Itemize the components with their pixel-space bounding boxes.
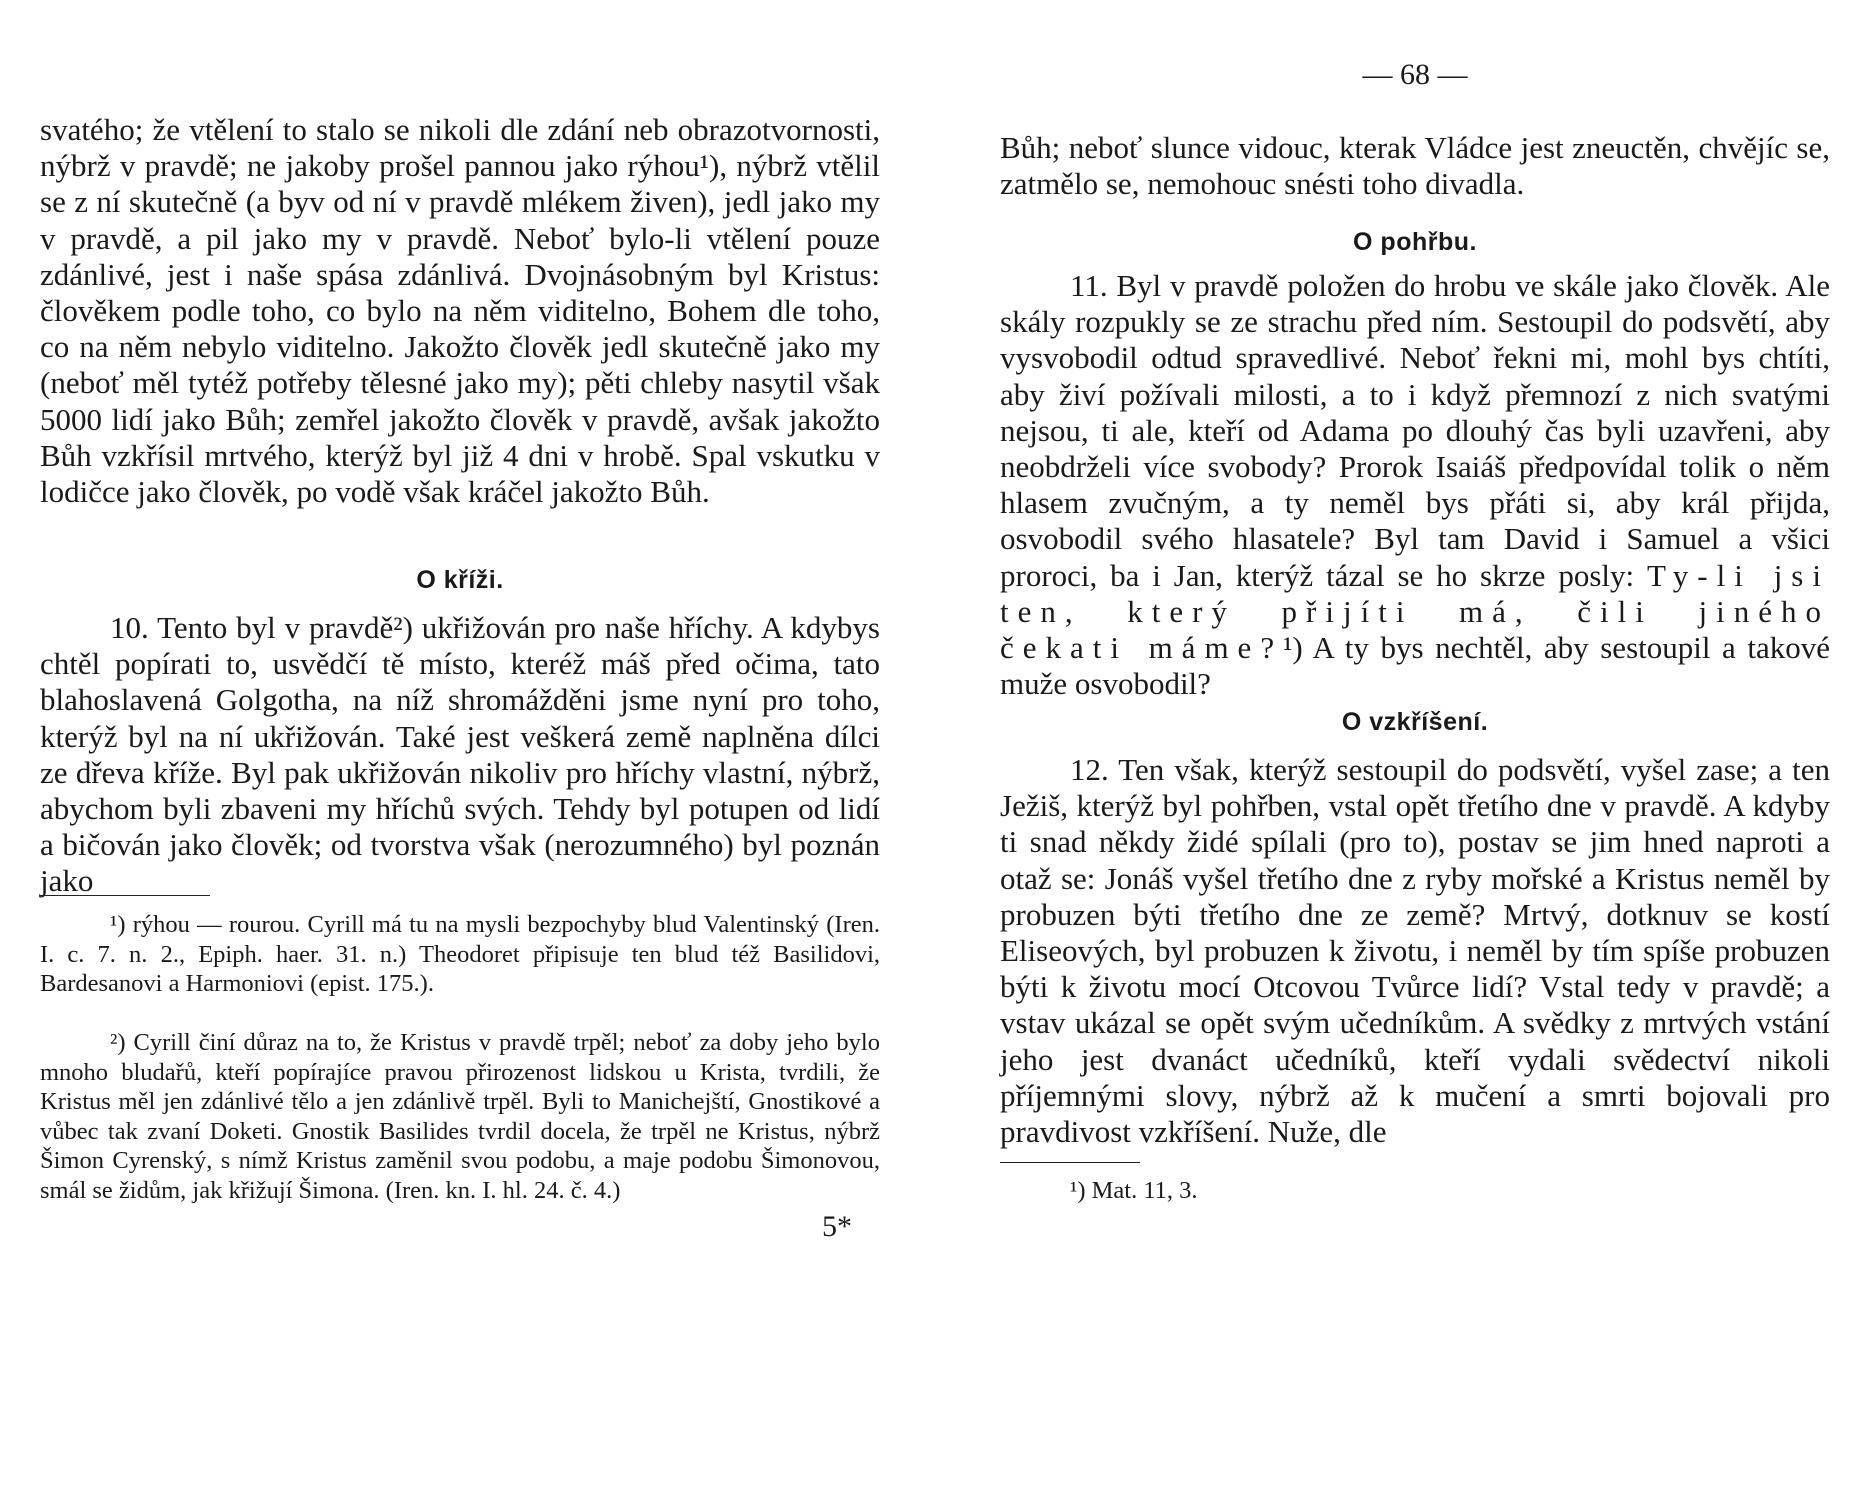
quote-spaced: Ty-li jsi ten, který přijíti má, čili jiného čekati máme? (1000, 557, 1830, 666)
page-number: — 68 — (1362, 58, 1468, 91)
continuation-paragraph: Bůh; neboť slunce vidouc, kterak Vládce jest zneuctěn, chvějíc se, zatmělo se, nemohouc snésti toho divadla. (1000, 130, 1830, 202)
paragraph-10: 10. Tento byl v pravdě²) ukřižován pro naše hříchy. A kdybys chtěl popírati to, usvědčí tě místo, kteréž máš před očima, tato blahoslavená Golgotha, na níž shromážděni jsme nyní pro toho, kterýž byl na ní ukřižován. Také jest veškerá země naplněna dílci ze dřeva kříže. Byl pak ukřižován nikoliv pro hříchy vlastní, nýbrž, abychom byli zbaveni my hříchů svých. Tehdy byl potupen od lidí a bičován jako člověk; od tvorstva však (nerozumného) byl poznán jako (40, 610, 880, 899)
body-paragraph: svatého; že vtělení to stalo se nikoli dle zdání neb obrazotvornosti, nýbrž v pravdě; ne jakoby prošel pannou jako rýhou¹), nýbrž vtělil se z ní skutečně (a byv od ní v pravdě mlékem živen), jedl jako my v pravdě, a pil jako my v pravdě. Neboť bylo-li vtělení pouze zdánlivé, jest i naše spása zdánlivá. Dvojnásobným byl Kristus: člověkem podle toho, co bylo na něm viditelno, Bohem dle toho, co na něm nebylo viditelno. Jakožto člověk jedl skutečně jako my (neboť měl tytéž potřeby tělesné jako my); pěti chleby nasytil však 5000 lidí jako Bůh; zemřel jakožto člověk v pravdě, avšak jakožto Bůh vzkřísil mrtvého, kterýž byl již 4 dni v hrobě. Spal vskutku v lodičce jako člověk, po vodě však kráčel jakožto Bůh. (40, 112, 880, 510)
paragraph-12: 12. Ten však, kterýž sestoupil do podsvětí, vyšel zase; a ten Ježiš, kterýž byl pohřben, vstal opět třetího dne v pravdě. A kdyby ti snad někdy židé spílali (pro to), postav se jim hned naproti a otaž se: Jonáš vyšel třetího dne z ryby mořské a Kristus neměl by probuzen býti třetího dne ze země? Mrtvý, dotknuv se kostí Eliseových, byl probuzen k životu, i neměl by tím spíše probuzen býti k životu mocí Otcovou Tvůrce lidí? Vstal tedy v pravdě; a vstav ukázal se opět svým učedníkům. A svědky z mrtvých vstání jeho jest dvanáct učedníků, kteří vydali svědectví nikoli příjemnými slovy, nýbrž až k mučení a smrti bojovali pro pravdivost vzkříšení. Nuže, dle (1000, 752, 1830, 1150)
footnote-rule (40, 895, 210, 896)
left-page (40, 0, 880, 1500)
footnote-rule (1000, 1162, 1140, 1163)
paragraph-11-end: ¹) A ty bys nechtěl, aby sestoupil a takové muže osvobodil? (1000, 630, 1830, 702)
section-heading-burial: O pohřbu. (1353, 228, 1477, 256)
section-heading-cross: O kříži. (416, 566, 504, 594)
section-heading-resurrection: O vzkříšení. (1341, 708, 1489, 736)
paragraph-11 (1000, 268, 1830, 702)
footnote-2: ²) Cyrill činí důraz na to, že Kristus v pravdě trpěl; neboť za doby jeho bylo mnoho bludařů, kteří popírajíce pravou přirozenost lidskou u Krista, tvrdili, že Kristus měl jen zdánlivé tělo a jen zdánlivě trpěl. Byli to Manichejští, Gnostikové a vůbec tak zvaní Doketi. Gnostik Basilides tvrdil docela, že trpěl ne Kristus, nýbrž Šimon Cyrenský, s nímž Kristus zaměnil svou podobu, a maje podobu Šimonovou, smál se židům, jak křižují Šimona. (Iren. kn. I. hl. 24. č. 4.) (40, 1029, 880, 1204)
paragraph-11-text: 11. Byl v pravdě položen do hrobu ve skále jako člověk. Ale skály rozpukly se ze strachu před ním. Sestoupil do podsvětí, aby vysvobodil odtud spravedlivé. Neboť řekni mi, mohl bys chtíti, aby živí požívali milosti, a to i když přemnozí z nich svatými nejsou, ti ale, kteří od Adama po dlouhý čas byli uzavřeni, aby neobdrželi více svobody? Prorok Isaiáš předpovídal tolik o něm hlasem zvučným, a ty neměl bys přáti si, aby král přijda, osvobodil svého hlasatele? Byl tam David i Samuel a všici proroci, ba i Jan, kterýž tázal se ho skrze posly: (1000, 268, 1830, 593)
right-page (1000, 0, 1830, 1500)
signature-mark: 5* (822, 1210, 852, 1243)
footnote-mat: ¹) Mat. 11, 3. (1070, 1177, 1198, 1204)
footnote-1: ¹) rýhou — rourou. Cyrill má tu na mysli bezpochyby blud Valentinský (Iren. I. c. 7. n. 2., Epiph. haer. 31. n.) Theodoret připisuje ten blud též Basilidovi, Bardesanovi a Harmoniovi (epist. 175.). (40, 911, 880, 997)
